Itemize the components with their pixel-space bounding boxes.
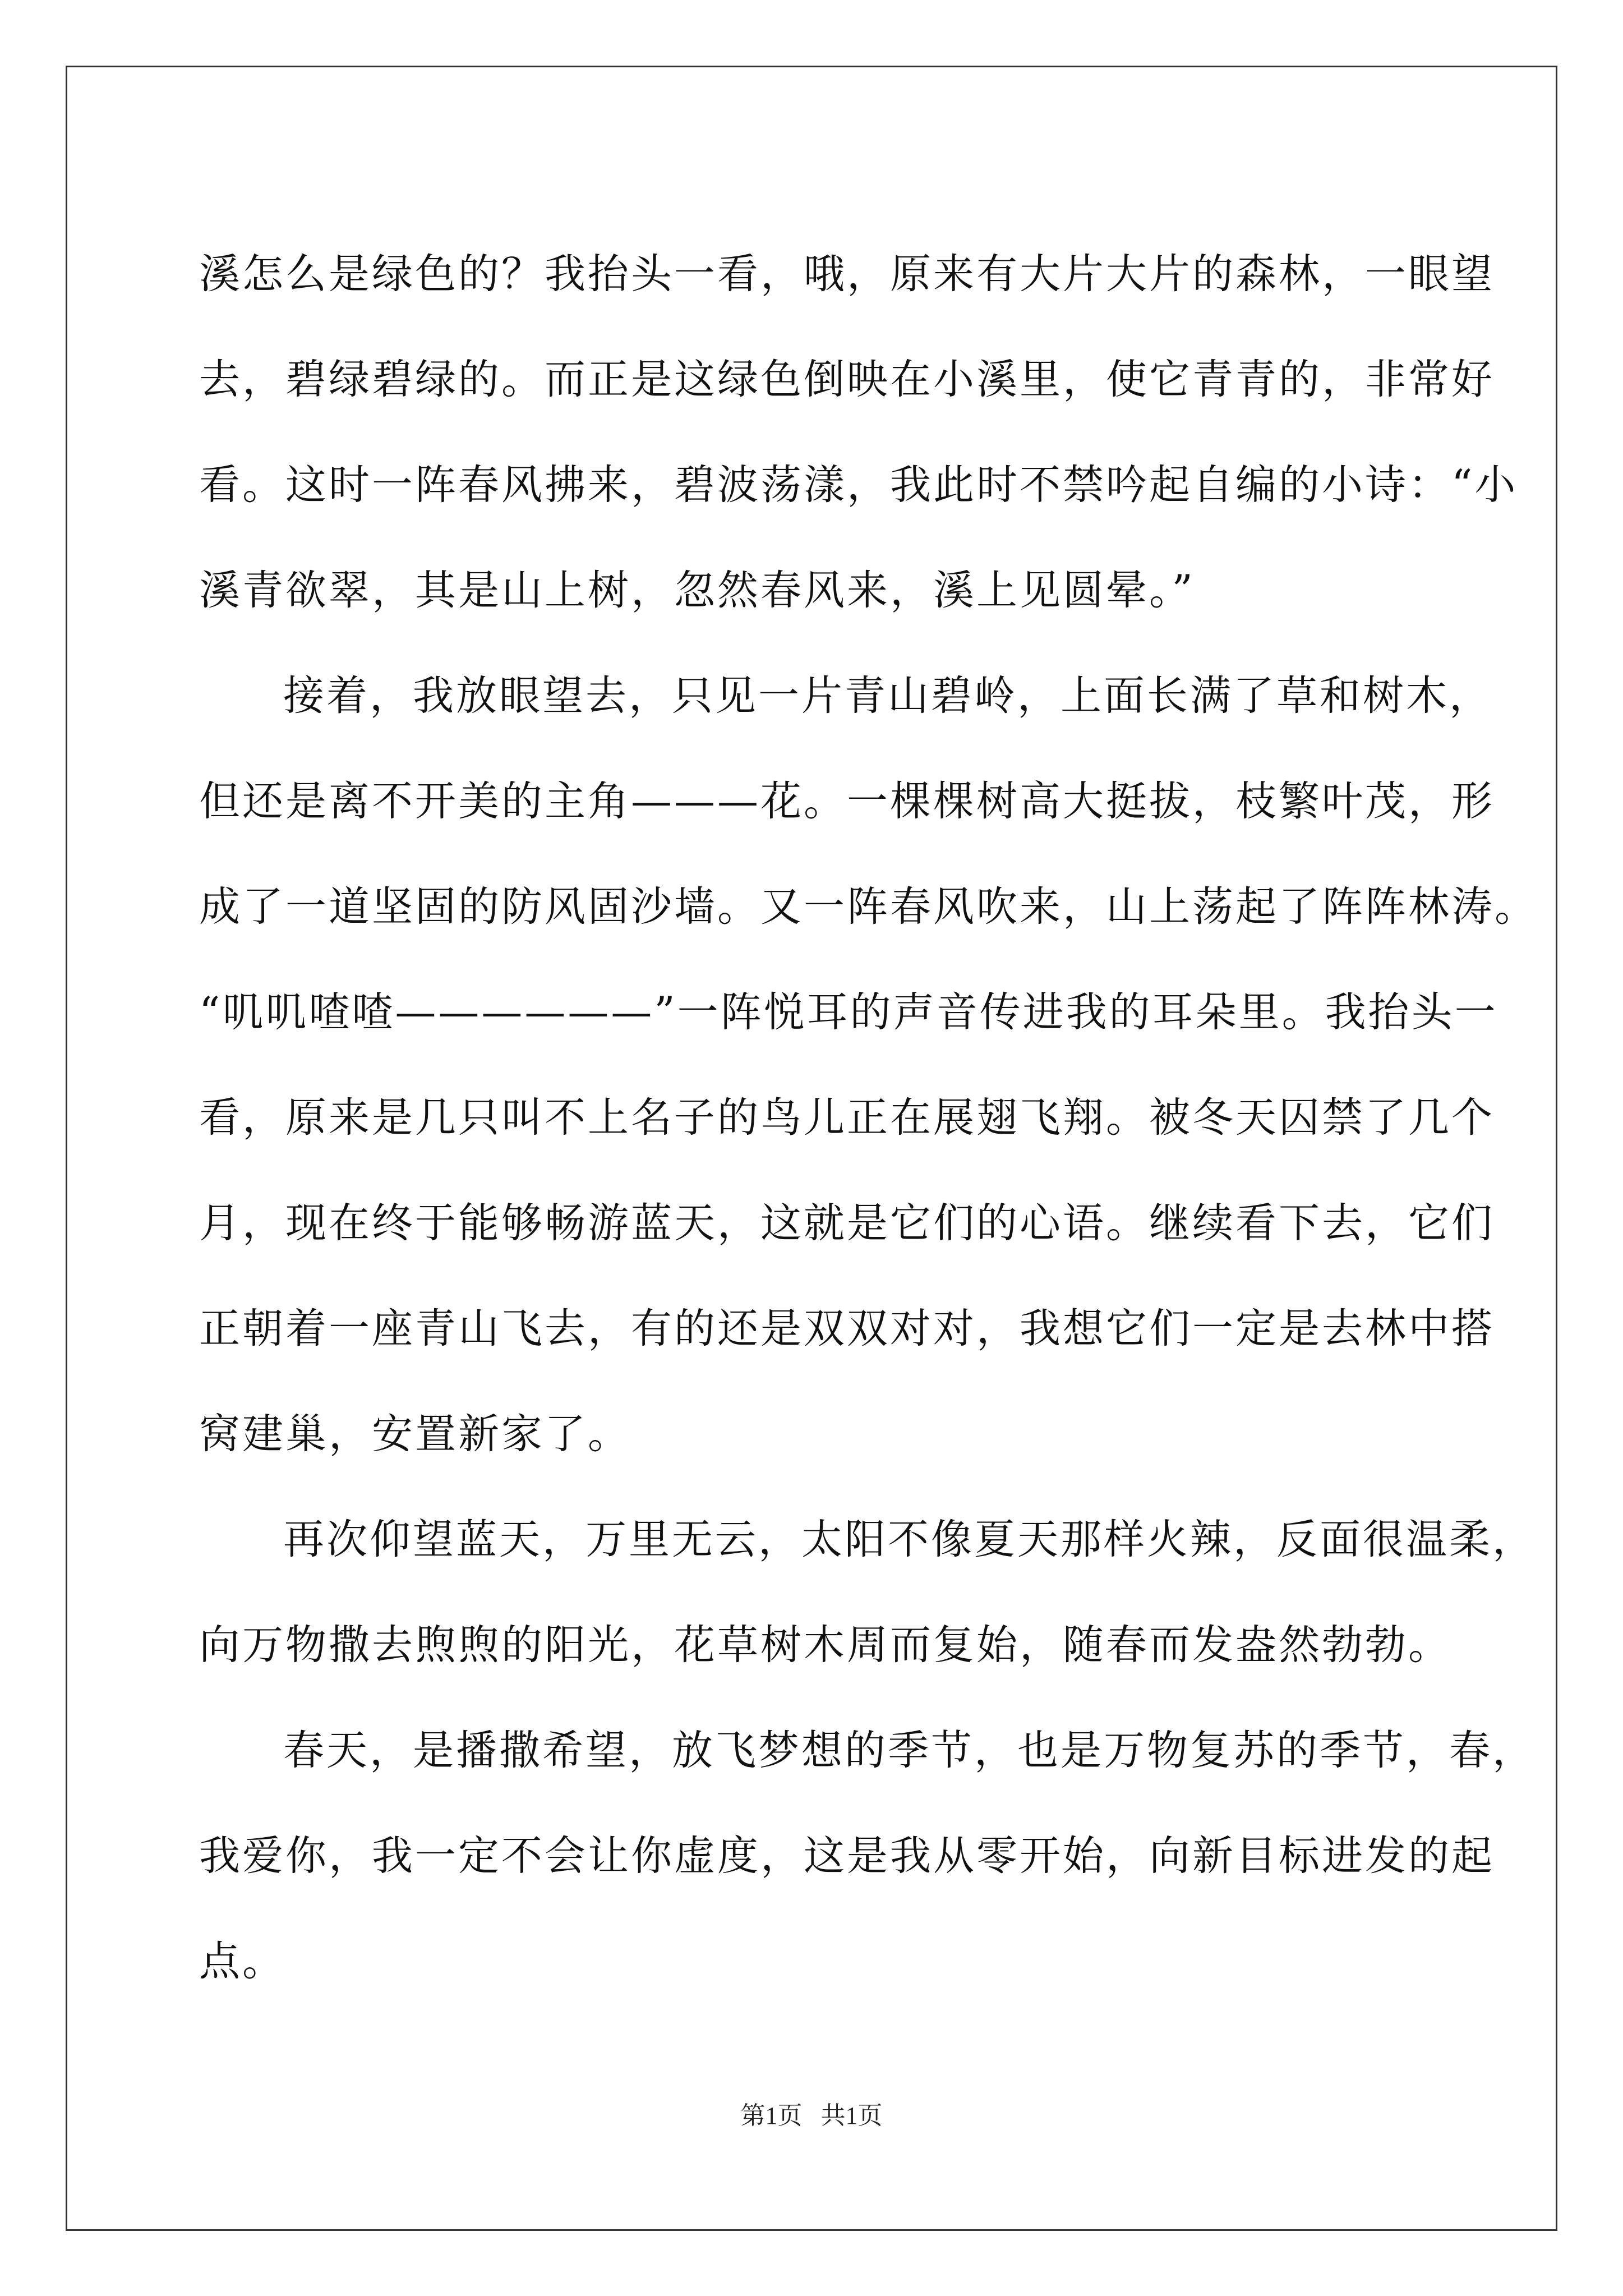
text-line: 点。: [199, 1938, 285, 1985]
total-pages: 共1页: [820, 2102, 883, 2129]
text-line: 看，原来是几只叫不上名子的鸟儿正在展翅飞翔。被冬天囚禁了几个: [199, 1094, 1495, 1142]
document-body: [199, 222, 1538, 2014]
text-line: 去，碧绿碧绿的。而正是这绿色倒映在小溪里，使它青青的，非常好: [199, 356, 1495, 403]
footer-gap: [803, 2102, 821, 2129]
text-line: 窝建巢，安置新家了。: [199, 1410, 631, 1458]
text-line: 正朝着一座青山飞去，有的还是双双对对，我想它们一定是去林中搭: [199, 1305, 1495, 1352]
page-footer: [0, 2099, 1623, 2133]
text-line: 向万物撒去煦煦的阳光，花草树木周而复始，随春而发盎然勃勃。: [199, 1621, 1451, 1669]
text-line: 但还是离不开美的主角———花。一棵棵树高大挺拔，枝繁叶茂，形: [199, 777, 1495, 825]
text-line: 接着，我放眼望去，只见一片青山碧岭，上面长满了草和树木，: [283, 672, 1492, 720]
text-line: 溪怎么是绿色的？我抬头一看，哦，原来有大片大片的森林，一眼望: [199, 250, 1495, 298]
text-line: 成了一道坚固的防风固沙墙。又一阵春风吹来，山上荡起了阵阵林涛。: [199, 883, 1538, 931]
text-line: 再次仰望蓝天，万里无云，太阳不像夏天那样火辣，反面很温柔，: [283, 1516, 1536, 1563]
text-line: 我爱你，我一定不会让你虚度，这是我从零开始，向新目标进发的起: [199, 1832, 1495, 1880]
text-line: 春天，是播撒希望，放飞梦想的季节，也是万物复苏的季节，春，: [283, 1727, 1536, 1774]
page-number: 第1页: [740, 2102, 803, 2129]
text-line: 月，现在终于能够畅游蓝天，这就是它们的心语。继续看下去，它们: [199, 1199, 1495, 1247]
text-line: “叽叽喳喳——————”一阵悦耳的声音传进我的耳朵里。我抬头一: [199, 988, 1498, 1036]
text-line: 看。这时一阵春风拂来，碧波荡漾，我此时不禁吟起自编的小诗：“小: [199, 461, 1518, 509]
text-line: 溪青欲翠，其是山上树，忽然春风来，溪上见圆晕。”: [199, 567, 1195, 614]
